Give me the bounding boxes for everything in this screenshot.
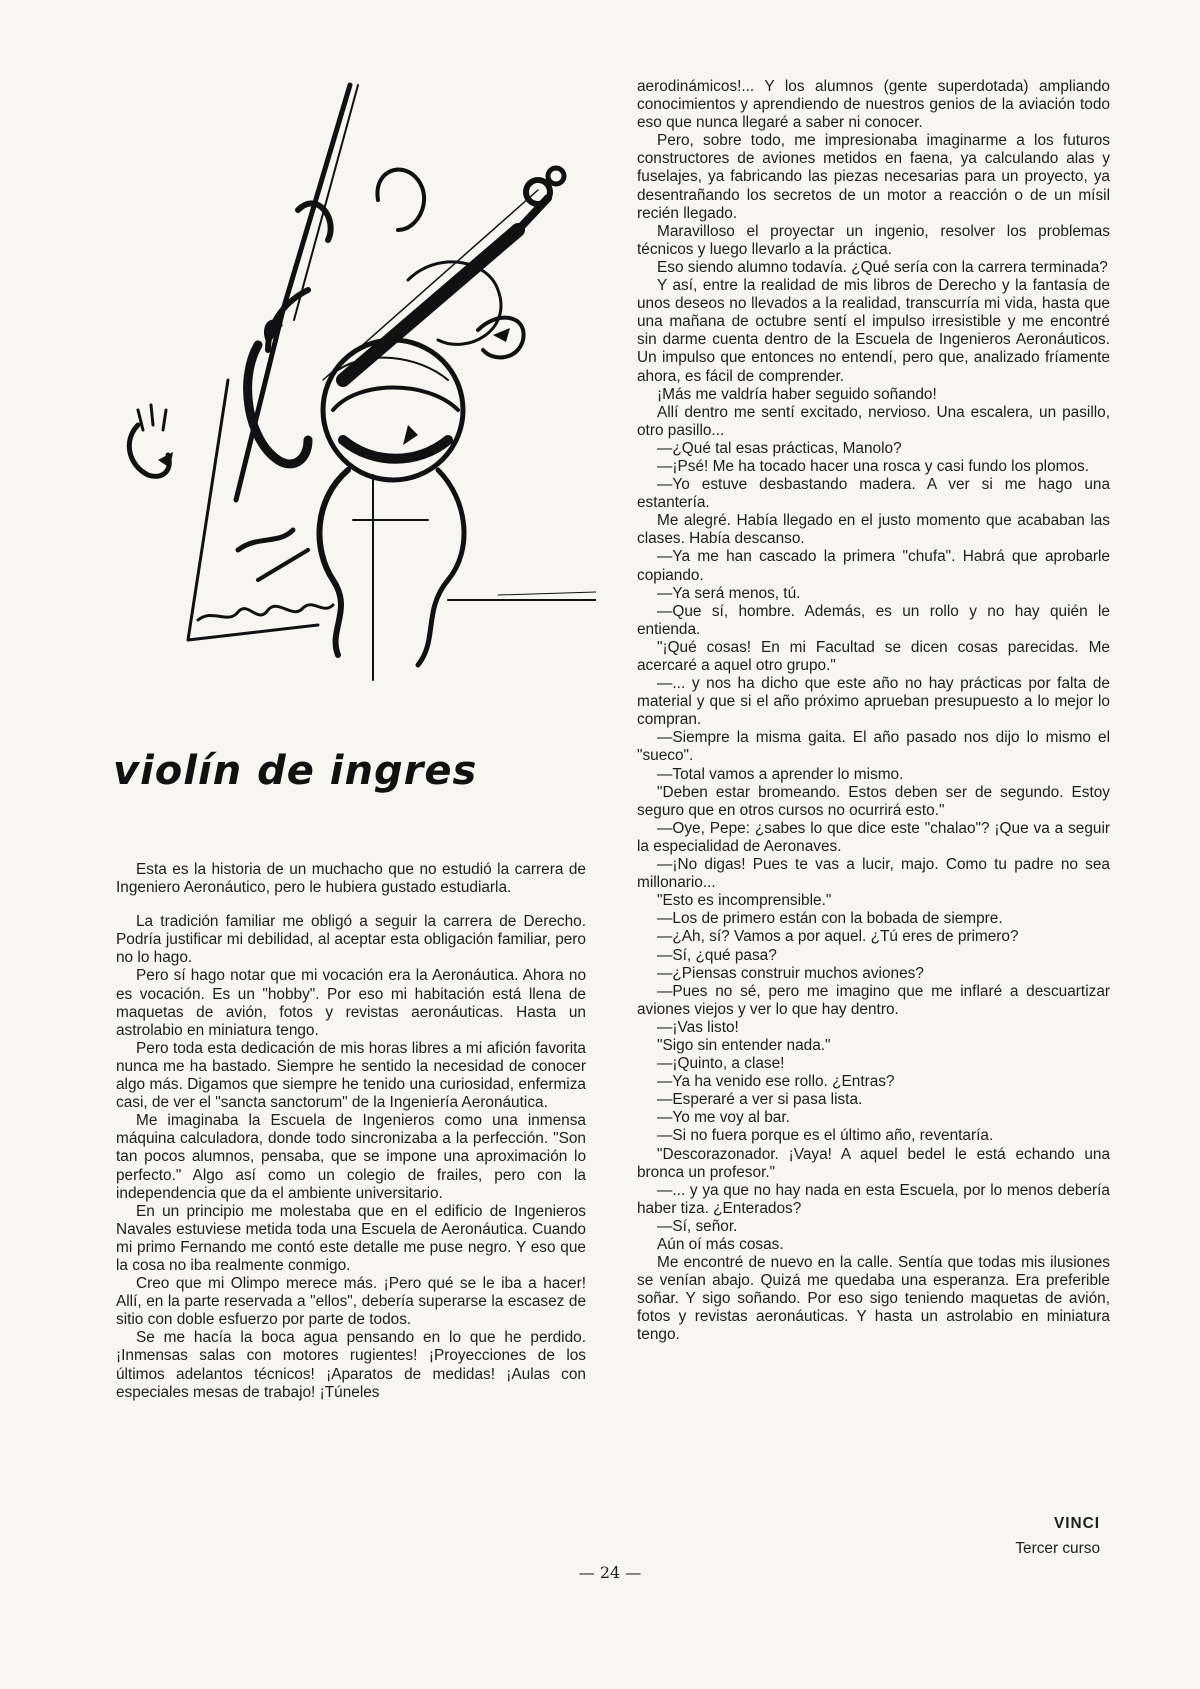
dialogue-line: —¿Qué tal esas prácticas, Manolo?: [657, 439, 902, 457]
thought-line: "¡Qué cosas! En mi Facultad se dicen cosas parecidas. Me acercaré a aquel otro grupo.": [637, 638, 1110, 674]
body-paragraph: Pero sí hago notar que mi vocación era la Aeronáutica. Ahora no es vocación. Es un "hobby". Por eso mi habitación está llena de maquetas de avión, fotos y revistas aeronáuticas. Hasta un astrolabio en miniatura tengo.: [116, 967, 586, 1039]
body-paragraph: Creo que mi Olimpo merece más. ¡Pero qué se le iba a hacer! Allí, en la parte reservada a "ellos", debería superarse la escasez de sitio con doble esfuerzo por parte de todos.: [116, 1275, 586, 1329]
body-paragraph: Se me hacía la boca agua pensando en lo que he perdido. ¡Inmensas salas con motores rugientes! ¡Proyecciones de los últimos adelantos técnicos! ¡Aparatos de medidas! ¡Aulas con especiales mesas de trabajo! ¡Túneles: [116, 1329, 586, 1401]
author-signature: VINCI: [1053, 1515, 1100, 1532]
dialogue-line: —¡Quinto, a clase!: [657, 1055, 785, 1073]
dialogue-line: —Yo estuve desbastando madera. A ver si me hago una estantería.: [637, 476, 1110, 512]
body-paragraph: Pero, sobre todo, me impresionaba imaginarme a los futuros constructores de aviones metidos en faena, ya calculando alas y fuselajes, ya fabricando las piezas necesarias para un proyecto, ya desentrañando los secretos de un motor a reacción o de un mísil recién llegado.: [637, 132, 1110, 222]
thought-line: "Esto es incomprensible.": [657, 892, 832, 910]
dialogue-line: —... y ya que no hay nada en esta Escuela, por lo menos debería haber tiza. ¿Enterados?: [637, 1181, 1110, 1217]
dialogue-line: —Pues no sé, pero me imagino que me inflaré a descuartizar aviones viejos y ver lo que hay dentro.: [637, 982, 1110, 1018]
body-paragraph: Eso siendo alumno todavía. ¿Qué sería con la carrera terminada?: [657, 258, 1108, 276]
author-course: Tercer curso: [1015, 1540, 1100, 1557]
dialogue-line: —... y nos ha dicho que este año no hay prácticas por falta de material y que si el año próximo aprueban presupuesto a lo mejor lo compran.: [637, 675, 1110, 729]
dialogue-line: —Esperaré a ver si pasa lista.: [657, 1091, 863, 1109]
dialogue-line: —Ya será menos, tú.: [657, 584, 801, 602]
body-paragraph: Aún oí más cosas.: [657, 1236, 784, 1253]
dialogue-line: —¡No digas! Pues te vas a lucir, majo. Como tu padre no sea millonario...: [637, 856, 1110, 892]
dialogue-line: —Oye, Pepe: ¿sabes lo que dice este "chalao"? ¡Que va a seguir la especialidad de Aeronaves.: [637, 819, 1110, 855]
intro-paragraph: Esta es la historia de un muchacho que no estudió la carrera de Ingeniero Aeronáutico, pero le hubiera gustado estudiarla.: [116, 861, 586, 897]
left-column: [116, 861, 586, 1402]
body-paragraph: Me alegré. Había llegado en el justo momento que acababan las clases. Había descanso.: [637, 512, 1110, 548]
dialogue-line: —Ya ha venido ese rollo. ¿Entras?: [657, 1073, 895, 1091]
dialogue-line: —¿Piensas construir muchos aviones?: [657, 964, 924, 982]
dialogue-line: —Total vamos a aprender lo mismo.: [657, 765, 904, 783]
dialogue-line: —Yo me voy al bar.: [657, 1109, 790, 1127]
thought-line: "Sigo sin entender nada.": [657, 1036, 831, 1054]
thought-line: "Descorazonador. ¡Vaya! A aquel bedel le está echando una bronca un profesor.": [637, 1145, 1110, 1181]
dialogue-line: —Si no fuera porque es el último año, reventaría.: [657, 1127, 994, 1145]
dialogue-line: —Sí, señor.: [657, 1217, 738, 1235]
body-paragraph: Me encontré de nuevo en la calle. Sentía que todas mis ilusiones se venían abajo. Quizá me quedaba una esperanza. Era preferible soñar. Y sigo soñando. Por eso sigo teniendo maquetas de avión, fotos y revistas aeronáuticas. Y hasta un astrolabio en miniatura tengo.: [637, 1254, 1110, 1344]
dialogue-line: —¿Ah, sí? Vamos a por aquel. ¿Tú eres de primero?: [657, 928, 1019, 946]
body-paragraph: ¡Más me valdría haber seguido soñando!: [657, 385, 937, 403]
body-paragraph: La tradición familiar me obligó a seguir la carrera de Derecho. Podría justificar mi debilidad, al aceptar esta obligación familiar, pero no lo hago.: [116, 913, 586, 967]
dialogue-line: —Los de primero están con la bobada de siempre.: [657, 910, 1003, 928]
thought-line: "Deben estar bromeando. Estos deben ser de segundo. Estoy seguro que en otros cursos no ocurrirá esto.": [637, 783, 1110, 819]
body-paragraph: aerodinámicos!... Y los alumnos (gente superdotada) ampliando conocimientos y aprendiendo de nuestros genios de la aviación todo eso que nunca llegaré a saber ni conocer.: [637, 78, 1110, 132]
body-paragraph: Allí dentro me sentí excitado, nervioso. Una escalera, un pasillo, otro pasillo...: [637, 403, 1110, 439]
dialogue-line: —Ya me han cascado la primera "chufa". Habrá que aprobarle copiando.: [637, 548, 1110, 584]
body-paragraph: En un principio me molestaba que en el edificio de Ingenieros Navales estuviese metida toda una Escuela de Aeronáutica. Cuando mi primo Fernando me contó este detalle me puse negro. Y eso que la cosa no iba realmente conmigo.: [116, 1202, 586, 1274]
violin-musician-ink-drawing-icon: [118, 80, 596, 710]
body-paragraph: Maravilloso el proyectar un ingenio, resolver los problemas técnicos y luego llevarlo a la práctica.: [637, 222, 1110, 258]
article-title: violín de ingres: [113, 748, 478, 794]
right-column: [637, 78, 1110, 1345]
dialogue-line: —¡Vas listo!: [657, 1018, 739, 1036]
page-number: — 24 —: [578, 1563, 642, 1582]
dialogue-line: —Sí, ¿qué pasa?: [657, 946, 777, 964]
body-paragraph: Pero toda esta dedicación de mis horas libres a mi afición favorita nunca me ha bastado. Siempre he sentido la necesidad de conocer algo más. Digamos que siempre he tenido una curiosidad, enfermiza casi, de ver el "sancta sanctorum" de la Ingeniería Aeronáutica.: [116, 1039, 586, 1112]
dialogue-line: —¡Psé! Me ha tocado hacer una rosca y casi fundo los plomos.: [657, 457, 1090, 475]
dialogue-line: —Siempre la misma gaita. El año pasado nos dijo lo mismo el "sueco".: [637, 729, 1110, 765]
body-paragraph: Y así, entre la realidad de mis libros de Derecho y la fantasía de unos deseos no llevados a la realidad, transcurría mi vida, hasta que una mañana de octubre sentí el impulso irresistible y me encontré sin darme cuenta dentro de la Escuela de Ingenieros Aeronáuticos. Un impulso que entonces no entendí, pero que, analizado fríamente ahora, es fácil de comprender.: [637, 277, 1110, 385]
dialogue-line: —Que sí, hombre. Además, es un rollo y no hay quién le entienda.: [637, 602, 1110, 638]
body-paragraph: Me imaginaba la Escuela de Ingenieros como una inmensa máquina calculadora, donde todo sincronizaba a la perfección. "Son tan pocos alumnos, pensaba, que se impone una aproximación lo perfecto." Algo así como un colegio de frailes, pero con la independencia que da el ambiente universitario.: [116, 1112, 586, 1202]
